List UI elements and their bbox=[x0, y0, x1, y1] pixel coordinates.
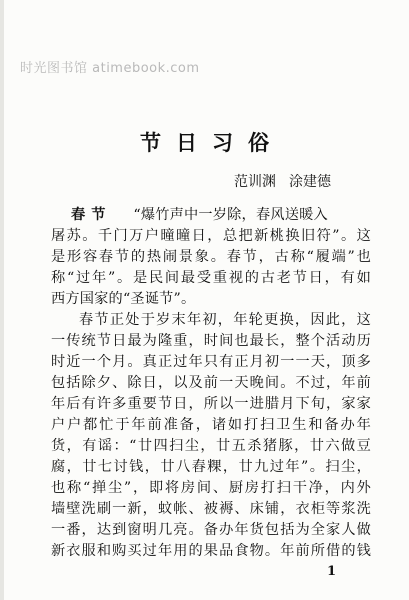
text-line: 春节正处于岁末年初，年轮更换，因此，这 bbox=[79, 312, 371, 328]
author-name: 范训渊 bbox=[234, 174, 276, 190]
article-body bbox=[51, 205, 371, 562]
text-line: 称“过年”。是民间最受重视的古老节日，有如 bbox=[51, 270, 371, 286]
author-name: 涂建德 bbox=[289, 174, 331, 190]
text-line: 包括除夕、除日，以及前一天晚间。不过，年前 bbox=[51, 375, 371, 391]
text-line: 货，有谣：“廿四扫尘，廿五杀猪豚，廿六做豆 bbox=[51, 438, 371, 454]
text-line: 墙壁洗刷一新，蚊帐、被褥、床铺，衣柜等浆洗 bbox=[51, 501, 371, 517]
page-number: 1 bbox=[327, 564, 337, 579]
text-line bbox=[51, 205, 371, 226]
text-line: 户户都忙于年前准备，诸如打扫卫生和备办年 bbox=[51, 417, 371, 433]
text-line: 屠苏。千门万户曈曈日，总把新桃换旧符”。这 bbox=[51, 228, 371, 244]
text-line: 腐，廿七讨钱，廿八舂粿，廿九过年”。扫尘， bbox=[51, 459, 371, 475]
watermark: 时光图书馆 atimebook.com bbox=[20, 61, 200, 76]
text-line: 西方国家的“圣诞节”。 bbox=[51, 291, 196, 307]
text-line-content: “爆竹声中一岁除，春风送暖入 bbox=[133, 207, 328, 223]
section-heading: 春节 bbox=[71, 207, 112, 223]
page-edge bbox=[0, 0, 4, 600]
text-line: 年后有许多重要节日，所以一进腊月下旬，家家 bbox=[51, 396, 371, 412]
text-line: 时近一个月。真正过年只有正月初一一天，顶多 bbox=[51, 354, 371, 370]
text-line: 是形容春节的热闹景象。春节，古称“履端”也 bbox=[51, 249, 371, 265]
text-line: 一番，达到窗明几亮。备办年货包括为全家人做 bbox=[51, 522, 371, 538]
text-line: 也称“掸尘”，即将房间、厨房打扫干净，内外 bbox=[51, 480, 371, 496]
authors bbox=[234, 171, 331, 191]
text-line: 一传统节日最为隆重，时间也最长，整个活动历 bbox=[51, 333, 371, 349]
text-line: 新衣服和购买过年用的果品食物。年前所借的钱 bbox=[51, 543, 371, 559]
page-title: 节日习俗 bbox=[140, 130, 284, 155]
